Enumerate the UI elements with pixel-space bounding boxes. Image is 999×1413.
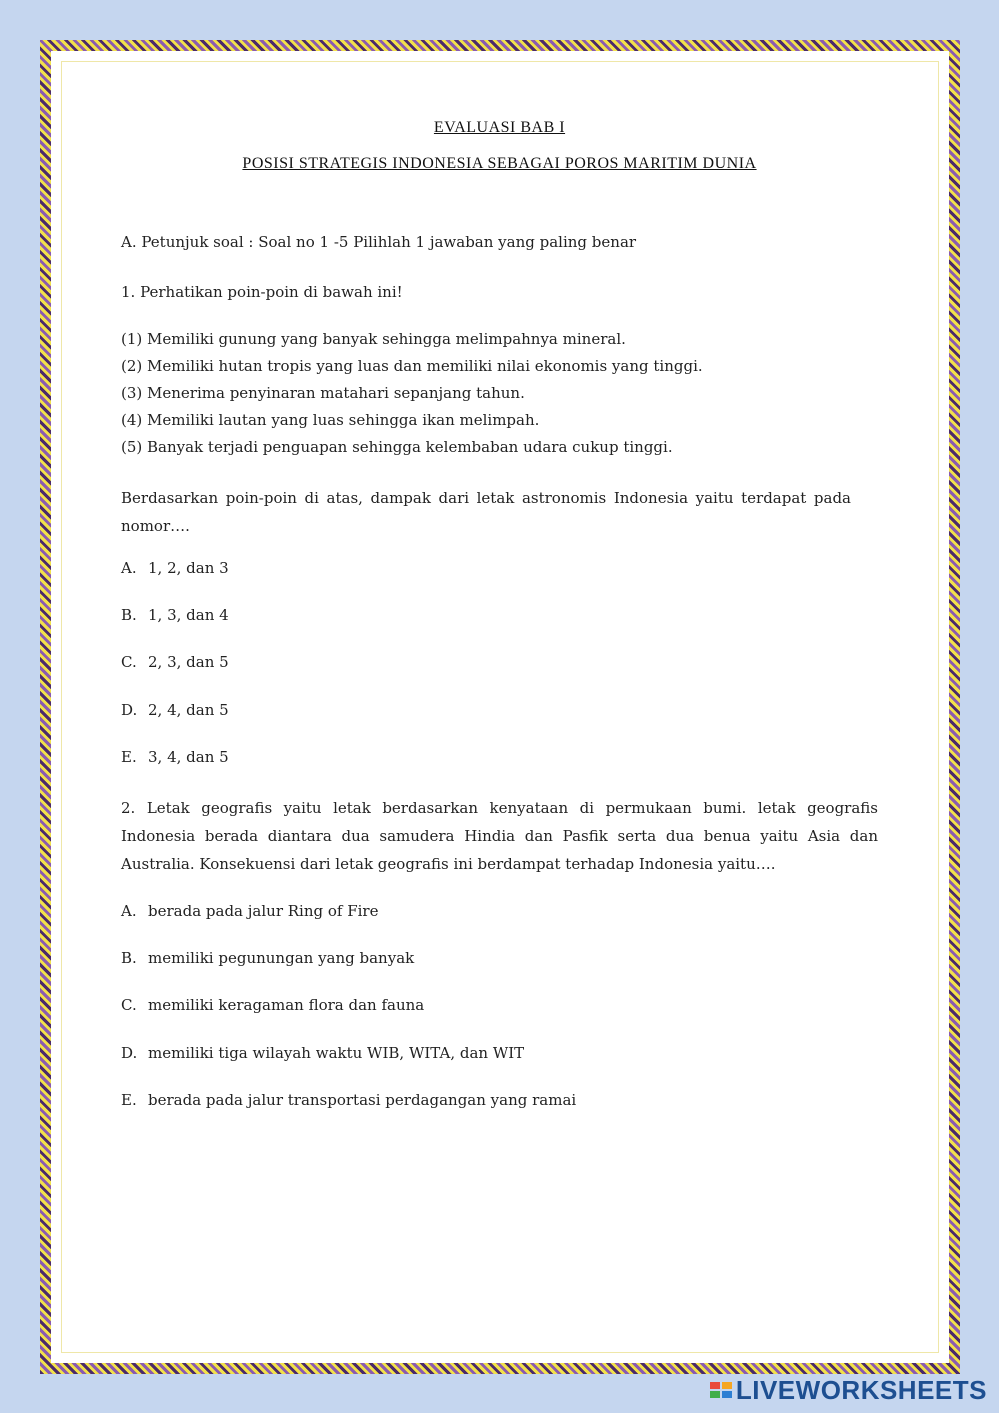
option-text: 1, 3, dan 4	[148, 606, 229, 624]
question-1-prompt: 1. Perhatikan poin-poin di bawah ini!	[121, 283, 403, 301]
question-1-point: (1) Memiliki gunung yang banyak sehingga melimpahnya mineral.	[121, 330, 626, 348]
logo-block	[722, 1382, 732, 1389]
option-letter: D.	[121, 701, 138, 719]
page-subtitle: POSISI STRATEGIS INDONESIA SEBAGAI POROS MARITIM DUNIA	[242, 155, 757, 172]
option-text: 2, 4, dan 5	[148, 701, 229, 719]
option-letter: A.	[121, 559, 137, 577]
question-2-option-c[interactable]	[121, 996, 424, 1014]
question-1-option-c[interactable]	[121, 653, 229, 671]
option-text: berada pada jalur transportasi perdagangan yang ramai	[148, 1091, 577, 1109]
question-1-option-d[interactable]	[121, 701, 229, 719]
question-1-option-e[interactable]	[121, 748, 229, 766]
option-text: 2, 3, dan 5	[148, 653, 229, 671]
logo-text: LIVEWORKSHEETS	[735, 1374, 987, 1405]
question-1-point: (5) Banyak terjadi penguapan sehingga kelembaban udara cukup tinggi.	[121, 438, 673, 456]
question-1-point: (3) Menerima penyinaran matahari sepanjang tahun.	[121, 384, 525, 402]
option-letter: C.	[121, 996, 137, 1014]
option-letter: E.	[121, 748, 137, 766]
option-text: memiliki keragaman flora dan fauna	[148, 996, 425, 1014]
question-2-option-b[interactable]	[121, 949, 414, 967]
option-letter: B.	[121, 949, 137, 967]
option-letter: D.	[121, 1044, 138, 1062]
logo-block	[710, 1391, 720, 1398]
question-1-point: (2) Memiliki hutan tropis yang luas dan memiliki nilai ekonomis yang tinggi.	[121, 357, 703, 375]
page-title: EVALUASI BAB I	[433, 119, 566, 136]
option-text: berada pada jalur Ring of Fire	[148, 902, 379, 920]
question-1-point: (4) Memiliki lautan yang luas sehingga ikan melimpah.	[121, 411, 540, 429]
instruction-text: A. Petunjuk soal : Soal no 1 -5 Pilihlah 1 jawaban yang paling benar	[121, 233, 637, 251]
liveworksheets-logo[interactable]	[710, 1373, 987, 1407]
option-text: 3, 4, dan 5	[148, 748, 229, 766]
logo-blocks-icon	[710, 1382, 732, 1398]
question-2-option-d[interactable]	[121, 1044, 524, 1062]
question-1-option-a[interactable]	[121, 559, 229, 577]
option-letter: A.	[121, 902, 137, 920]
option-text: memiliki tiga wilayah waktu WIB, WITA, dan WIT	[148, 1044, 525, 1062]
question-2-option-e[interactable]	[121, 1091, 576, 1109]
option-text: memiliki pegunungan yang banyak	[148, 949, 415, 967]
logo-block	[722, 1391, 732, 1398]
question-1-text: Berdasarkan poin-poin di atas, dampak dari letak astronomis Indonesia yaitu terdapat pada nomor….	[121, 489, 851, 535]
option-letter: C.	[121, 653, 137, 671]
question-1-option-b[interactable]	[121, 606, 229, 624]
question-2-option-a[interactable]	[121, 902, 378, 920]
logo-block	[710, 1382, 720, 1389]
option-letter: B.	[121, 606, 137, 624]
option-text: 1, 2, dan 3	[148, 559, 229, 577]
option-letter: E.	[121, 1091, 137, 1109]
question-2-text: 2. Letak geografis yaitu letak berdasarkan kenyataan di permukaan bumi. letak geografis Indonesia berada diantara dua samudera Hindia dan Pasfik serta dua benua yaitu Asia dan Australia. Konsekuensi dari letak geografis ini berdampat terhadap Indonesia yaitu….	[121, 799, 878, 873]
